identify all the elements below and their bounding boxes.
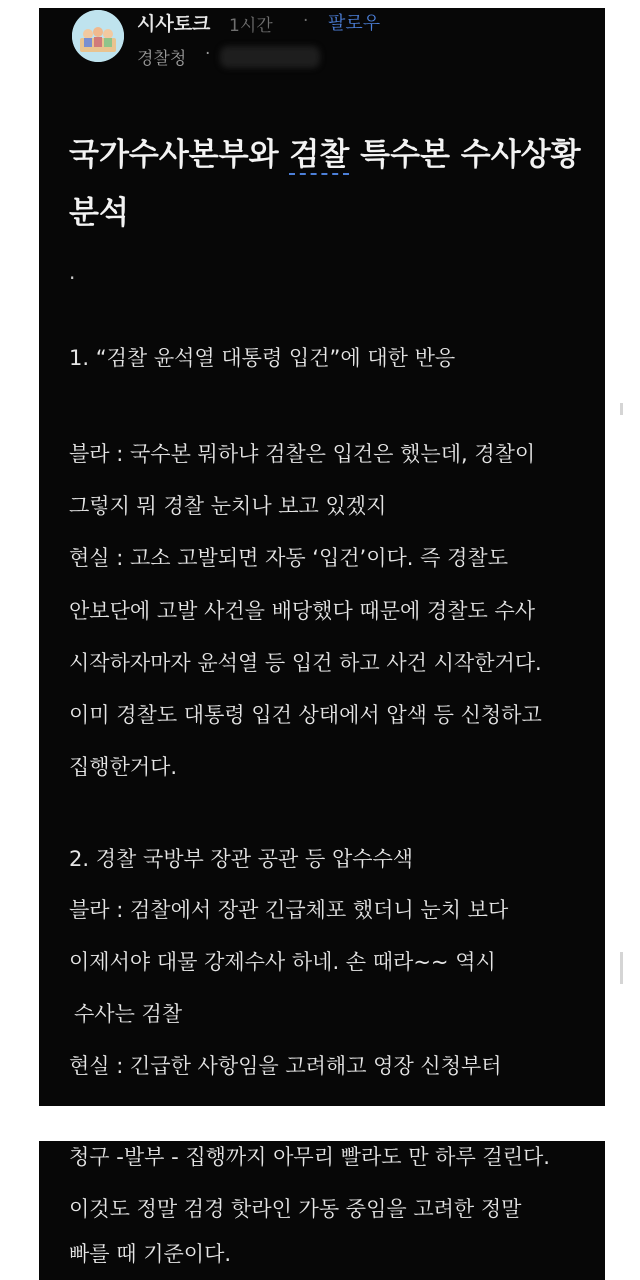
body-line: 2. 경찰 국방부 장관 공관 등 압수수색 bbox=[69, 847, 414, 871]
avatar-illustration-icon bbox=[72, 10, 124, 62]
body-line: 청구 -발부 - 집행까지 아무리 빨라도 만 하루 걸린다. bbox=[69, 1145, 550, 1169]
header-separator: · bbox=[303, 11, 309, 31]
board-name[interactable]: 경찰청 bbox=[137, 49, 187, 69]
title-text-before: 국가수사본부와 bbox=[69, 137, 290, 173]
body-line: 안보단에 고발 사건을 배당했다 때문에 경찰도 수사 bbox=[69, 599, 536, 623]
title-text-line2: 분석 bbox=[69, 195, 129, 231]
body-line: 이미 경찰도 대통령 입건 상태에서 압색 등 신청하고 bbox=[69, 703, 542, 727]
body-line: . bbox=[69, 260, 76, 284]
body-line: 그렇지 뭐 경찰 눈치나 보고 있겠지 bbox=[69, 494, 387, 518]
redacted-region bbox=[220, 46, 320, 68]
body-line: 블라 : 국수본 뭐하냐 검찰은 입건은 했는데, 경찰이 bbox=[69, 442, 536, 466]
body-line: 현실 : 긴급한 사항임을 고려해고 영장 신청부터 bbox=[69, 1054, 502, 1078]
body-line: 시작하자마자 윤석열 등 입건 하고 사건 시작한거다. bbox=[69, 651, 542, 675]
body-line: 블라 : 검찰에서 장관 긴급체포 했더니 눈치 보다 bbox=[69, 898, 509, 922]
author-avatar[interactable] bbox=[72, 10, 124, 62]
follow-button[interactable]: 팔로우 bbox=[328, 13, 381, 34]
post-title bbox=[69, 126, 609, 242]
body-line: 집행한거다. bbox=[69, 755, 178, 779]
post-time: 1시간 bbox=[229, 16, 273, 36]
body-line: 이제서야 대물 강제수사 하네. 손 때라~~ 역시 bbox=[69, 950, 496, 974]
board-separator: · bbox=[205, 44, 211, 64]
title-text-after: 특수본 수사상황 bbox=[349, 137, 581, 173]
body-line: 현실 : 고소 고발되면 자동 ‘입건’이다. 즉 경찰도 bbox=[69, 546, 508, 570]
title-keyword-link[interactable]: 검찰 bbox=[289, 137, 350, 173]
body-line: 빠를 때 기준이다. bbox=[69, 1242, 232, 1266]
edge-mark bbox=[620, 403, 623, 415]
body-line: 이것도 정말 검경 핫라인 가동 중임을 고려한 정말 bbox=[69, 1197, 522, 1221]
body-line: 수사는 검찰 bbox=[74, 1002, 183, 1026]
author-name[interactable]: 시사토크 bbox=[137, 13, 211, 35]
edge-mark bbox=[620, 952, 623, 984]
body-line: 1. “검찰 윤석열 대통령 입건”에 대한 반응 bbox=[69, 346, 456, 370]
